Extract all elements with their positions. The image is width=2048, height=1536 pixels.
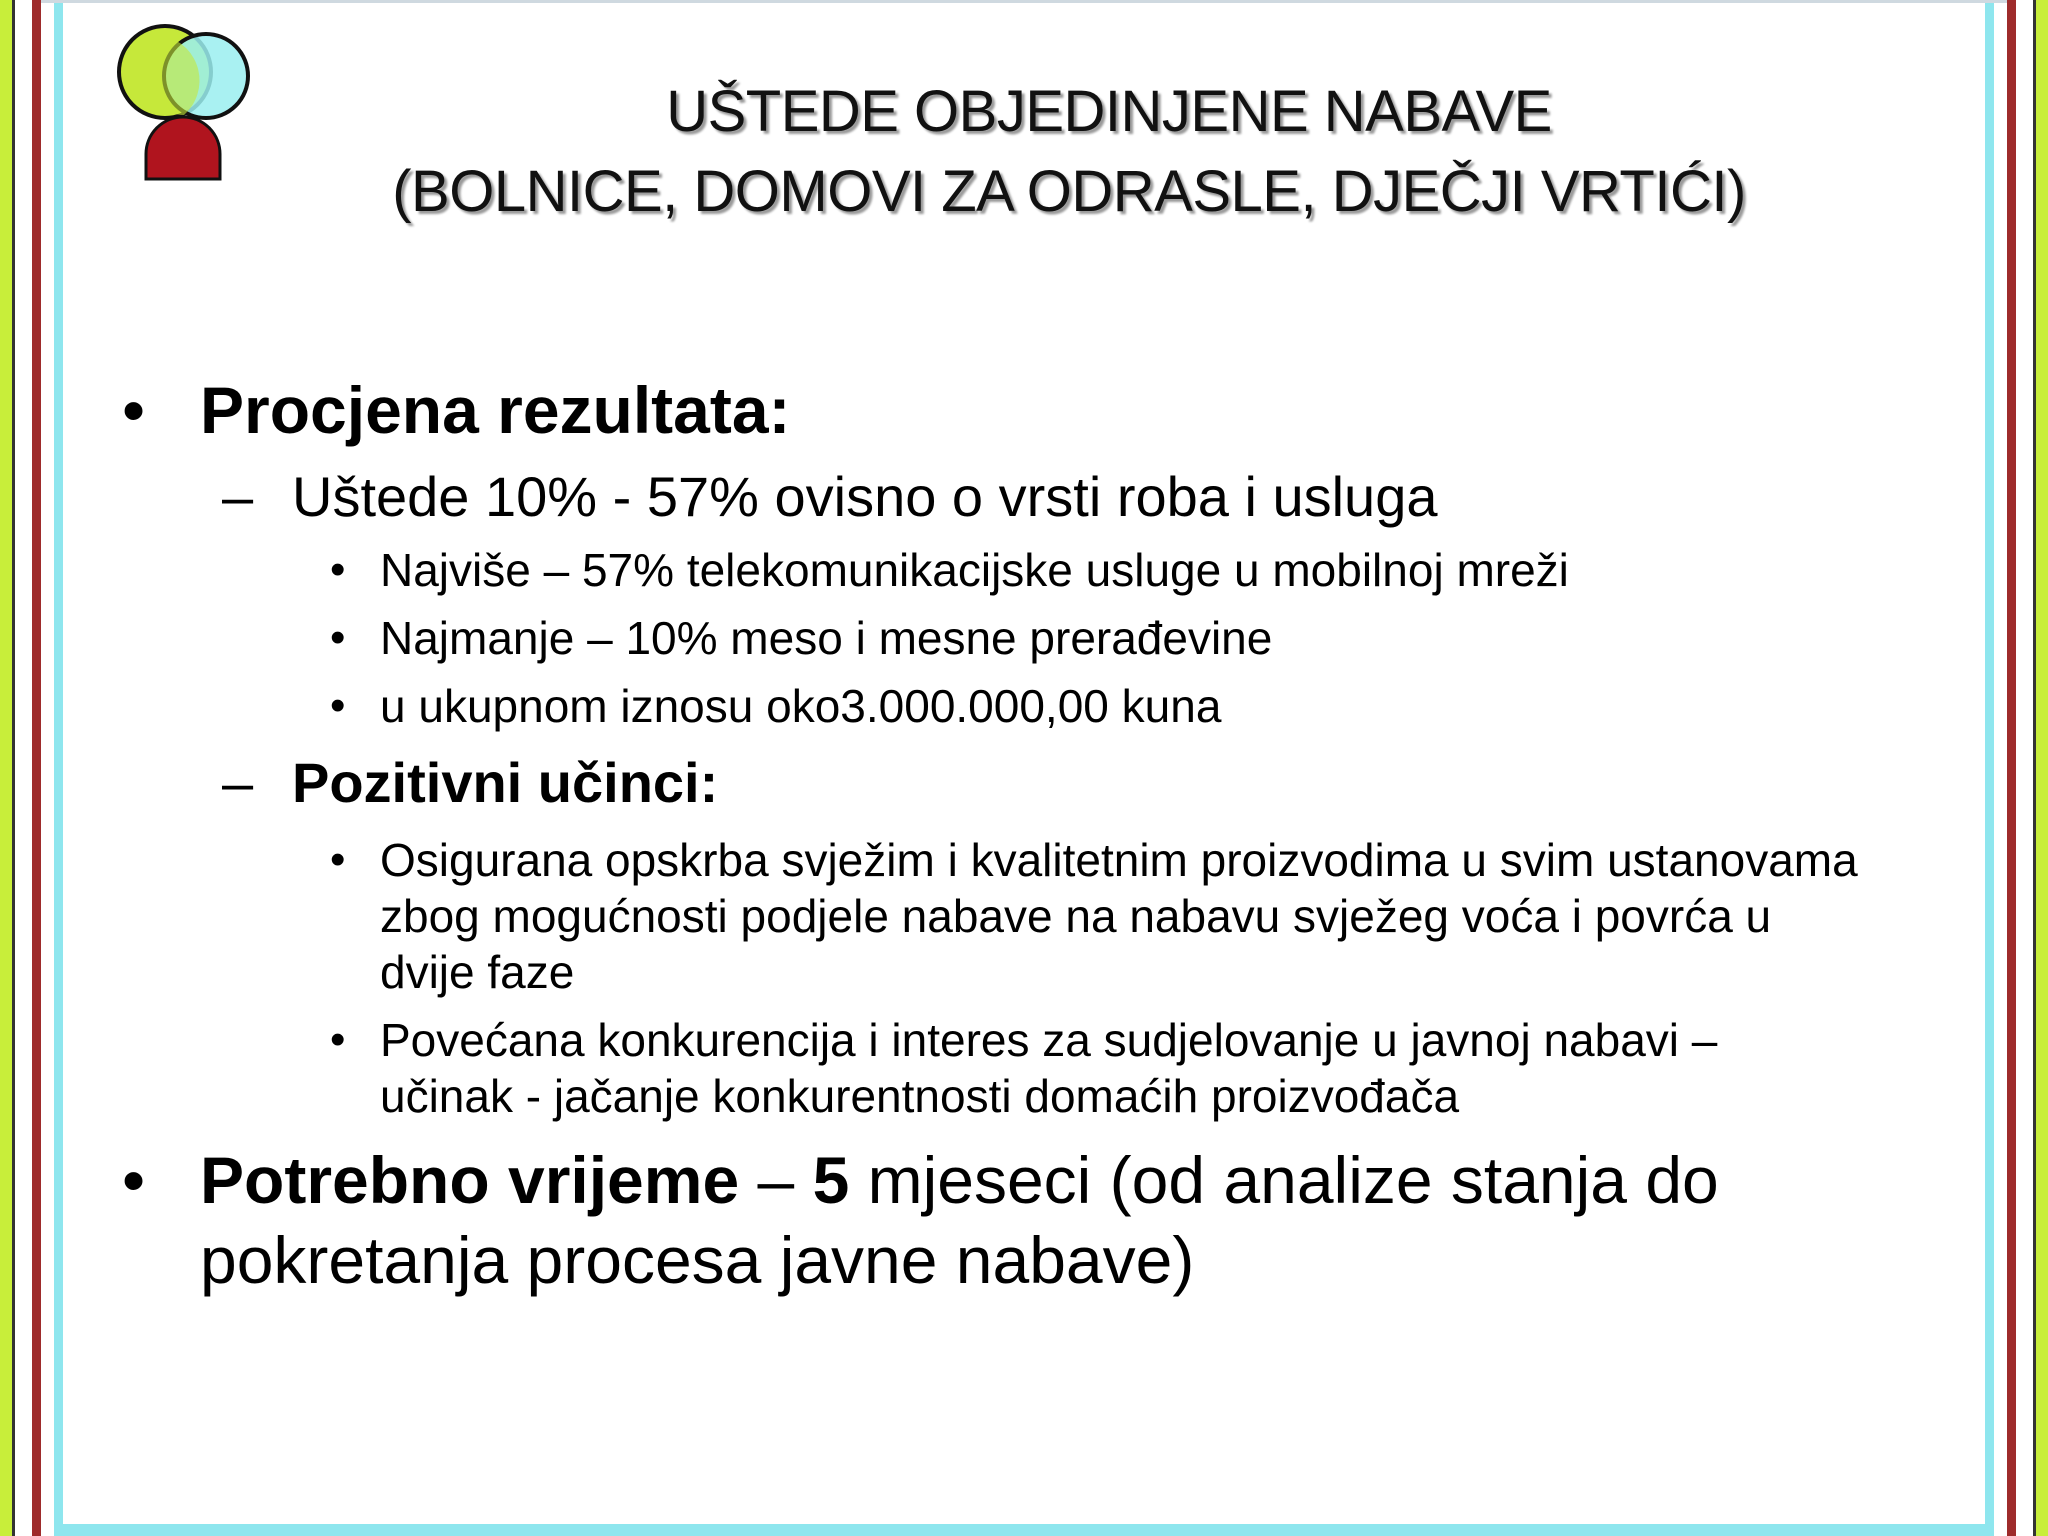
bullet-icon: •: [330, 681, 346, 730]
frame-stripe: [41, 0, 2007, 3]
point-iznos: [0, 678, 1858, 734]
title-line-2: (BOLNICE, DOMOVI ZA ODRASLE, DJEČJI VRTIĆI): [392, 159, 1746, 224]
point-text: u ukupnom iznosu oko3.000.000,00 kuna: [380, 680, 1222, 732]
title-line-1: UŠTEDE OBJEDINJENE NABAVE: [666, 79, 1552, 144]
slide-title: [200, 72, 1848, 232]
bullet-icon: •: [122, 373, 146, 447]
dash-icon: –: [222, 465, 254, 528]
bullet-icon: •: [330, 835, 346, 884]
point-text: Povećana konkurencija i interes za sudjelovanje u javnoj nabavi – učinak - jačanje konkurentnosti domaćih proizvođača: [380, 1014, 1718, 1122]
bullet-vrijeme-number: 5: [812, 1143, 850, 1217]
frame-stripe: [54, 1524, 1994, 1536]
point-najmanje: [0, 610, 1858, 666]
point-text: Najmanje – 10% meso i mesne prerađevine: [380, 612, 1273, 664]
bullet-procjena: [0, 370, 1818, 450]
subbullet-ustede-text: Uštede 10% - 57% ovisno o vrsti roba i usluga: [292, 465, 1438, 528]
bullet-icon: •: [330, 1015, 346, 1064]
bullet-icon: •: [330, 545, 346, 594]
point-opskrba: [0, 832, 1858, 1000]
point-najvise: [0, 542, 1858, 598]
bullet-icon: •: [122, 1143, 146, 1217]
subbullet-ustede: [0, 462, 2048, 532]
bullet-vrijeme-rest: mjeseci (od analize stanja do pokretanja procesa javne nabave): [200, 1143, 1719, 1297]
dash-icon: –: [222, 751, 254, 814]
slide-body: [0, 370, 2048, 1300]
bullet-vrijeme-label: Potrebno vrijeme: [200, 1143, 740, 1217]
subbullet-pozitivni-label: Pozitivni učinci:: [292, 751, 719, 814]
bullet-procjena-label: Procjena rezultata:: [200, 373, 791, 447]
subbullet-pozitivni: [0, 748, 2048, 818]
bullet-icon: •: [330, 613, 346, 662]
bullet-vrijeme-dash: –: [757, 1143, 795, 1217]
bullet-vrijeme: [0, 1140, 1818, 1300]
point-text: Najviše – 57% telekomunikacijske usluge u mobilnoj mreži: [380, 544, 1569, 596]
point-konkurencija: [0, 1012, 1858, 1124]
point-text: Osigurana opskrba svježim i kvalitetnim proizvodima u svim ustanovama zbog mogućnosti podjele nabave na nabavu svježeg voća i povrća u dvije faze: [380, 834, 1858, 998]
